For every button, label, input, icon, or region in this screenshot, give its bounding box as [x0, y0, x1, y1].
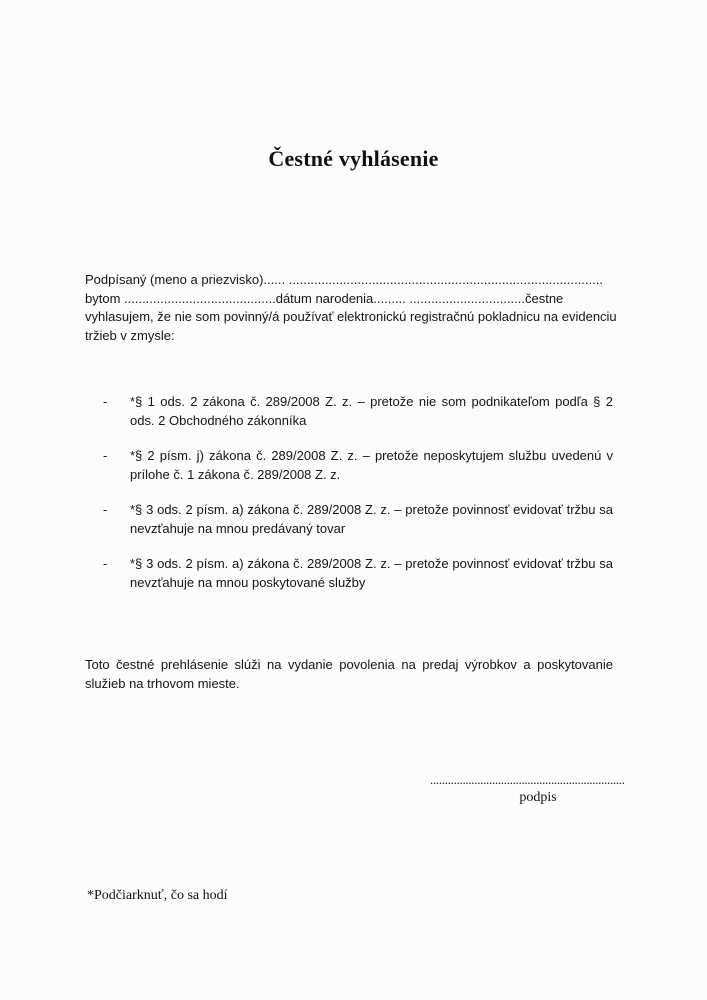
intro-line-address-birthdate: bytom ..........................................dátum narodenia......... ................................čestne: [85, 290, 564, 306]
list-item: [103, 393, 613, 430]
list-dash: -: [103, 394, 108, 409]
legal-reasons-list: [103, 393, 613, 592]
footnote: *Podčiarknuť, čo sa hodí: [87, 888, 228, 903]
closing-statement: Toto čestné prehlásenie slúži na vydanie povolenia na predaj výrobkov a poskytovanie služieb na trhovom mieste.: [85, 657, 613, 691]
intro-line-scope: tržieb v zmysle:: [85, 327, 175, 343]
list-item: [103, 447, 613, 484]
list-dash: -: [103, 556, 108, 571]
intro-line-statement: vyhlasujem, že nie som povinný/á používať elektronickú registračnú pokladnicu na evidenciu: [85, 309, 617, 324]
signature-label: podpis: [519, 790, 557, 805]
list-item: [103, 555, 613, 592]
list-item-text: *§ 3 ods. 2 písm. a) zákona č. 289/2008 Z. z. – pretože povinnosť evidovať tržbu sa nevzťahuje na mnou predávaný tovar: [130, 502, 613, 536]
document-title: Čestné vyhlásenie: [268, 146, 439, 171]
list-item-text: *§ 2 písm. j) zákona č. 289/2008 Z. z. – pretože neposkytujem službu uvedenú v prílohe č. 1 zákona č. 289/2008 Z. z.: [130, 448, 613, 482]
list-dash: -: [103, 448, 108, 463]
list-item-text: *§ 3 ods. 2 písm. a) zákona č. 289/2008 Z. z. – pretože povinnosť evidovať tržbu sa nevzťahuje na mnou poskytované služby: [130, 556, 613, 590]
declaration-intro: [85, 271, 625, 345]
signature-line: ..................................................................: [430, 772, 625, 787]
list-dash: -: [103, 502, 108, 517]
list-item: [103, 501, 613, 538]
list-item-text: *§ 1 ods. 2 zákona č. 289/2008 Z. z. – pretože nie som podnikateľom podľa § 2 ods. 2 Obchodného zákonníka: [130, 394, 613, 428]
intro-line-name: Podpísaný (meno a priezvisko)...... .......................................................................................: [85, 272, 603, 287]
